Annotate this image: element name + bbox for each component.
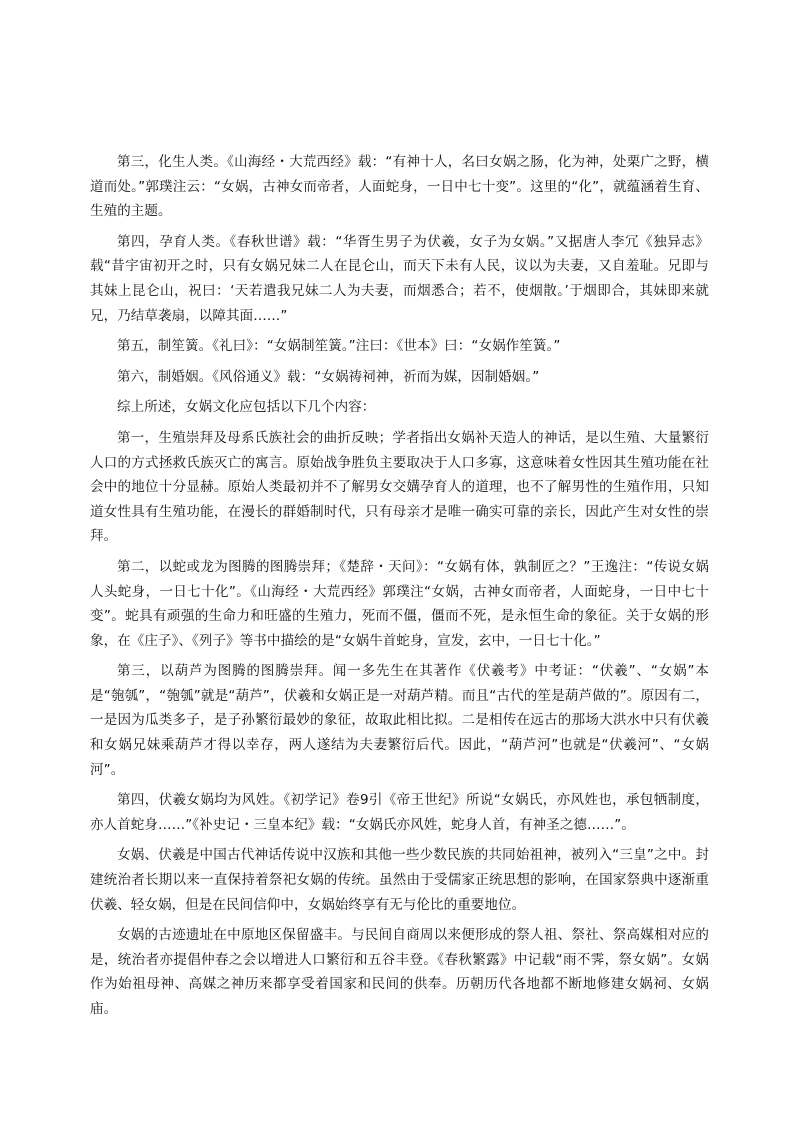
paragraph-11: 女娲的古迹遗址在中原地区保留盛丰。与民间自商周以来便形成的祭人祖、祭社、祭高媒相对应的是，统治者亦提倡仲春之会以增进人口繁衍和五谷丰登。《春秋繁露》中记载“雨不霁，祭女娲”。女娲作为始祖母神、高媒之神历来都享受着国家和民间的供奉。历朝历代各地都不断地修建女娲祠、女娲庙。 — [90, 927, 709, 1017]
paragraph-5: 综上所述，女娲文化应包括以下几个内容： — [117, 399, 376, 416]
paragraph-1: 第三，化生人类。《山海经・大荒西经》载：“有神十人，名曰女娲之肠，化为神，处栗广之野，横道而处。”郭璞注云：“女娲，古神女而帝者，人面蛇身，一日中七十变”。这里的“化”，就蕴涵着生育、生殖的主题。 — [90, 154, 709, 220]
paragraph-3: 第五，制笙簧。《礼曰》：“女娲制笙簧。”注曰：《世本》曰：“女娲作笙簧。” — [117, 338, 561, 355]
paragraph-10: 女娲、伏羲是中国古代神话传说中汉族和其他一些少数民族的共同始祖神，被列入“三皇”之中。封建统治者长期以来一直保持着祭祀女娲的传统。虽然由于受儒家正统思想的影响，在国家祭典中逐渐重伏羲、轻女娲，但是在民间信仰中，女娲始终享有无与伦比的重要地位。 — [90, 847, 709, 913]
paragraph-7: 第二，以蛇或龙为图腾的图腾崇拜；《楚辞・天问》：“女娲有体，孰制匠之？”王逸注：“传说女娲人头蛇身，一日七十化”。《山海经・大荒西经》郭璞注“女娲，古神女而帝者，人面蛇身，一日中七十变”。蛇具有顽强的生命力和旺盛的生殖力，死而不僵，僵而不死，是永恒生命的象征。关于女娲的形象，在《庄子》、《列子》等书中描绘的是“女娲牛首蛇身，宣发，玄中，一日七十化。” — [90, 558, 709, 649]
paragraph-4: 第六，制婚姻。《风俗通义》载：“女娲祷祠神，祈而为媒，因制婚姻。” — [117, 368, 540, 385]
paragraph-6: 第一，生殖崇拜及母系氏族社会的曲折反映；学者指出女娲补天造人的神话，是以生殖、大量繁衍人口的方式拯救氏族灭亡的寓言。原始战争胜负主要取决于人口多寡，这意味着女性因其生殖功能在社会中的地位十分显赫。原始人类最初并不了解男女交媾孕育人的道理，也不了解男性的生殖作用，只知道女性具有生殖功能，在漫长的群婚制时代，只有母亲才是唯一确实可靠的亲长，因此产生对女性的崇拜。 — [90, 429, 709, 545]
paragraph-2: 第四，孕育人类。《春秋世谱》载：“华胥生男子为伏羲，女子为女娲。”又据唐人李冗《独异志》载“昔宇宙初开之时，只有女娲兄妹二人在昆仑山，而天下未有人民，议以为夫妻，又自羞耻。兄即与其妹上昆仑山，祝曰：‘天若遣我兄妹二人为夫妻，而烟悉合；若不，使烟散。’于烟即合，其妹即来就兄，乃结草袭扇，以障其面……” — [90, 233, 709, 324]
paragraph-9: 第四，伏羲女娲均为风姓。《初学记》卷9引《帝王世纪》所说“女娲氏，亦风姓也，承包牺制度，亦人首蛇身……”《补史记・三皇本纪》载：“女娲氏亦风姓，蛇身人首，有神圣之德……”。 — [90, 792, 709, 833]
paragraph-8: 第三，以葫芦为图腾的图腾崇拜。闻一多先生在其著作《伏羲考》中考证：“伏羲”、“女娲”本是“匏瓠”，“匏瓠”就是“葫芦”，伏羲和女娲正是一对葫芦精。而且“古代的笙是葫芦做的”。原因有二，一是因为瓜类多子，是子孙繁衍最妙的象征，故取此相比拟。二是相传在远古的那场大洪水中只有伏羲和女娲兄妹乘葫芦才得以幸存，两人遂结为夫妻繁衍后代。因此，“葫芦河”也就是“伏羲河”、“女娲河”。 — [90, 663, 709, 778]
